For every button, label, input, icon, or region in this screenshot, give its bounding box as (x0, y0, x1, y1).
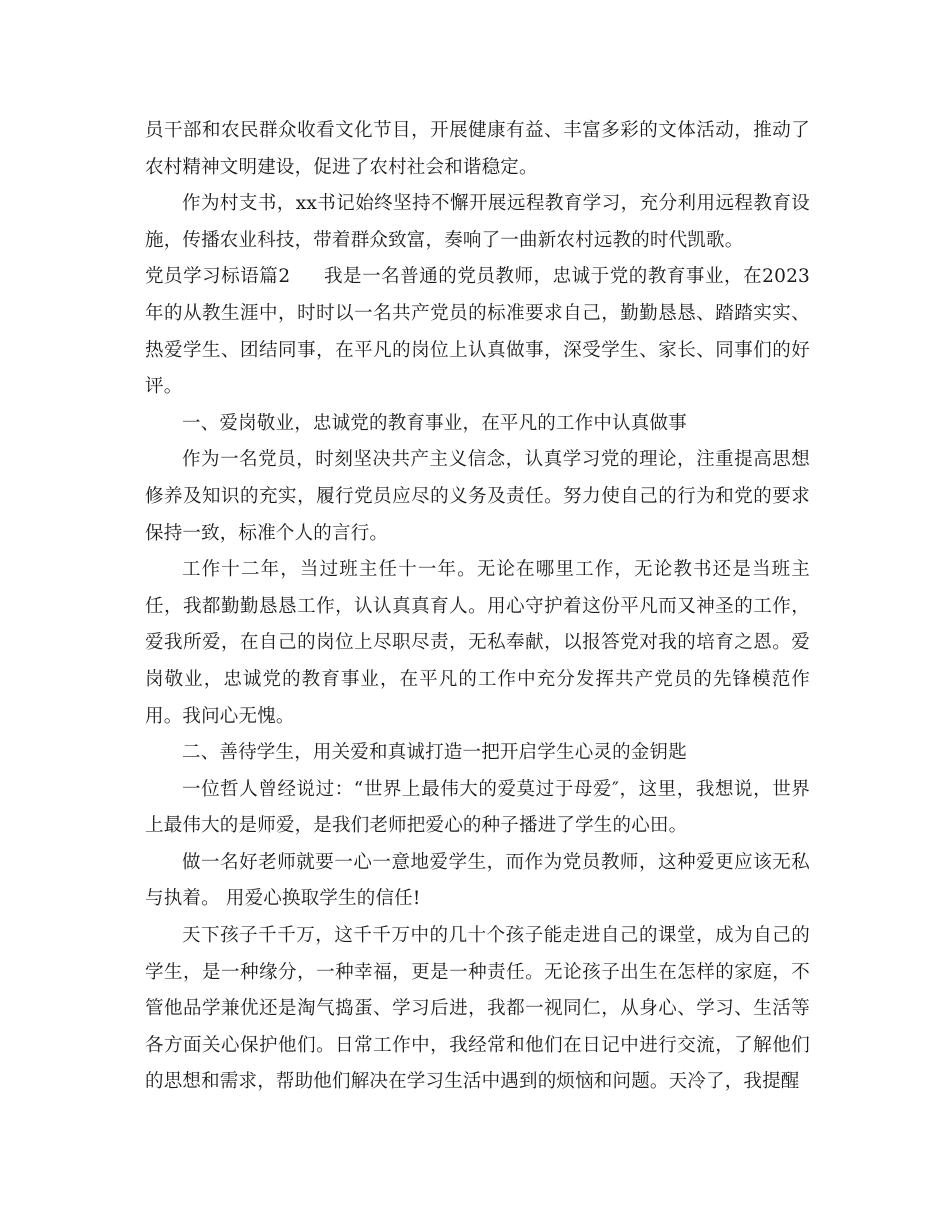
paragraph: 作为村支书，xx书记始终坚持不懈开展远程教育学习，充分利用远程教育设施，传播农业科技，带着群众致富，奏响了一曲新农村远教的时代凯歌。 (145, 193, 810, 251)
paragraph: 作为一名党员，时刻坚决共产主义信念，认真学习党的理论，注重提高思想修养及知识的充实，履行党员应尽的义务及责任。努力使自己的行为和党的要求保持一致，标准个人的言行。 (145, 449, 810, 544)
subheading: 一、爱岗敬业，忠诚党的教育事业，在平凡的工作中认真做事 (182, 412, 687, 434)
section-heading: 党员学习标语篇2 (145, 266, 291, 288)
paragraph: 工作十二年，当过班主任十一年。无论在哪里工作，无论教书还是当班主任，我都勤勤恳恳工作，认认真真育人。用心守护着这份平凡而又神圣的工作，爱我所爱，在自己的岗位上尽职尽责，无私奉献，以报答党对我的培育之恩。爱岗敬业，忠诚党的教育事业，在平凡的工作中充分发挥共产党员的先锋模范作用。我问心无愧。 (145, 559, 810, 727)
paragraph: 天下孩子千千万，这千千万中的几十个孩子能走进自己的课堂，成为自己的学生，是一种缘分，一种幸福，更是一种责任。无论孩子出生在怎样的家庭，不管他品学兼优还是淘气捣蛋、学习后进，我都一视同仁，从身心、学习、生活等各方面关心保护他们。日常工作中，我经常和他们在日记中进行交流，了解他们的思想和需求，帮助他们解决在学习生活中遇到的烦恼和问题。天冷了，我提醒 (145, 925, 810, 1093)
subheading: 二、善待学生，用关爱和真诚打造一把开启学生心灵的金钥匙 (182, 742, 687, 764)
paragraph-with-heading (145, 259, 810, 405)
document-body (145, 113, 810, 1101)
paragraph: 一位哲人曾经说过：“世界上最伟大的爱莫过于母爱″，这里，我想说，世界上最伟大的是师爱，是我们老师把爱心的种子播进了学生的心田。 (145, 778, 810, 837)
paragraph: 做一名好老师就要一心一意地爱学生，而作为党员教师，这种爱更应该无私与执着。 用爱心换取学生的信任! (145, 851, 810, 910)
paragraph: 员干部和农民群众收看文化节目，开展健康有益、丰富多彩的文体活动，推动了农村精神文明建设，促进了农村社会和谐稳定。 (145, 120, 810, 178)
paragraph-text: 我是一名普通的党员教师，忠诚于党的教育事业，在2023年的从教生涯中，时时以一名共产党员的标准要求自己，勤勤恳恳、踏踏实实、热爱学生、团结同事，在平凡的岗位上认真做事，深受学生、家长、同事们的好评。 (145, 266, 811, 398)
